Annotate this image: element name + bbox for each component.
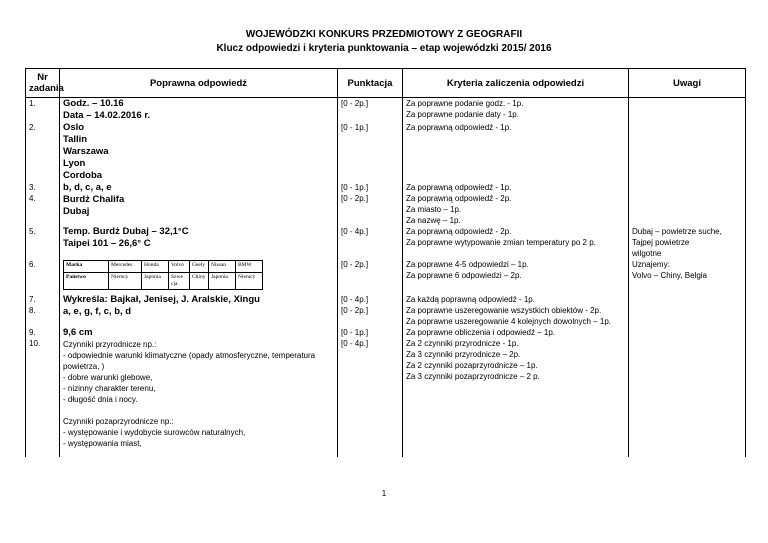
criteria-line: Za poprawne uszeregowanie 4 kolejnych dowolnych – 1p. [406,317,612,326]
notes-cell [629,259,746,294]
mini-cell: BMW [236,261,263,273]
criteria-cell [403,226,629,259]
task-number-line: 9. [29,328,36,337]
mini-cell: Niemcy [109,273,142,290]
note-line: wilgotne [632,249,662,258]
points-line: [0 - 1p.] [341,328,369,337]
mini-cell: Chiny [190,273,209,290]
task-number-line: 7. [29,295,36,304]
answer-line: Warszawa [63,146,109,157]
table-header-row [26,69,746,98]
note-line: Tajpej powietrze [632,238,690,247]
points-cell [338,294,403,327]
answer-line: - występowanie i wydobycie surowców naturalnych, [63,428,246,437]
answer-line: Taipei 101 – 26,6° C [63,238,151,249]
mini-table-row [64,273,263,290]
task-number: 5. [26,226,60,259]
criteria-cell [403,327,629,457]
task-number [26,182,60,226]
criteria-line: Za poprawną odpowiedź - 2p. [406,194,512,203]
mini-table-row [64,261,263,273]
col-header-answer: Poprawna odpowiedź [60,69,338,98]
mini-cell: Japonia [142,273,169,290]
answer-line: Oslo [63,122,85,133]
answer-line: Czynniki przyrodnicze np.: [63,340,157,349]
points-line: [0 - 1p.] [341,183,369,192]
points-cell [338,327,403,457]
answer-line: - nizinny charakter terenu, [63,384,156,393]
mini-cell: Volvo [169,261,190,273]
criteria-line: Za 3 czynniki pozaprzyrodnicze – 2 p. [406,372,540,381]
car-brand-table [63,260,263,290]
mini-cell: Geely [190,261,209,273]
criteria-line: Za poprawne obliczenia i odpowiedź – 1p. [406,328,555,337]
mini-cell: Niemcy [236,273,263,290]
points-cell [338,182,403,226]
answer-line: Burdż Chalifa [63,194,125,205]
answer-cell [60,259,338,294]
task-number [26,327,60,457]
answer-line: Czynniki pozaprzyrodnicze np.: [63,417,174,426]
points-cell: [0 - 1p.] [338,122,403,182]
task-number-line: 8. [29,306,36,315]
document-title: WOJEWÓDZKI KONKURS PRZEDMIOTOWY Z GEOGRAFII [245,29,523,40]
answer-line: - odpowiednie warunki klimatyczne (opady atmosferyczne, temperatura powietrza, ) [63,351,316,371]
mini-cell: Szwe cja [169,273,190,290]
criteria-line: Za poprawne podanie godz. - 1p. [406,99,524,108]
points-line: [0 - 4p.] [341,295,369,304]
points-cell: [0 - 2p.] [338,98,403,123]
table-row [26,294,746,327]
criteria-line: Za 2 czynniki pozaprzyrodnicze – 1p. [406,361,538,370]
answer-cell [60,98,338,123]
answer-line: a, e, g, f, c, b, d [63,306,132,317]
task-number: 1. [26,98,60,123]
document-subtitle: Klucz odpowiedzi i kryteria punktowania – etap wojewódzki 2015/ 2016 [216,43,552,54]
table-row [26,327,746,457]
criteria-line: Za każdą poprawną odpowiedź - 1p. [406,295,535,304]
criteria-line: Za 3 czynniki przyrodnicze – 2p. [406,350,521,359]
points-line: [0 - 4p.] [341,339,369,348]
note-line: Dubaj – powietrze suche, [632,227,722,236]
mini-cell: Marka [64,261,109,273]
notes-cell [629,226,746,259]
notes-cell [629,294,746,327]
notes-cell [629,327,746,457]
criteria-cell [403,294,629,327]
criteria-line: Za poprawne 6 odpowiedzi – 2p. [406,271,522,280]
page-number: 1 [381,489,387,498]
task-number-line: 10. [29,339,41,348]
answer-line: b, d, c, a, e [63,182,112,193]
table-row [26,122,746,182]
task-number [26,294,60,327]
criteria-line: Za poprawne uszeregowanie wszystkich obiektów - 2p. [406,306,602,315]
answer-line: Temp. Burdż Dubaj – 32,1°C [63,226,189,237]
answer-line: Lyon [63,158,86,169]
answer-line: Wykreśla: Bajkał, Jenisej, J. Aralskie, Xingu [63,294,260,305]
criteria-line: Za nazwę – 1p. [406,216,461,225]
task-number-line: 4. [29,194,36,203]
table-row [26,226,746,259]
answer-line: - występowania miast, [63,439,142,448]
answer-line: Cordoba [63,170,103,181]
answer-cell [60,226,338,259]
answer-line: - dobre warunki glebowe, [63,373,153,382]
answer-line: 9,6 cm [63,327,93,338]
mini-cell: Japonia [209,273,236,290]
table-row [26,182,746,226]
table-row [26,259,746,294]
criteria-cell [403,98,629,123]
criteria-line: Za poprawne wytypowanie zmian temperatury po 2 p. [406,238,596,247]
answer-cell [60,327,338,457]
points-cell: [0 - 2p.] [338,259,403,294]
answer-line: Dubaj [63,206,90,217]
points-line: [0 - 2p.] [341,194,369,203]
criteria-line: Za 2 czynniki przyrodnicze - 1p. [406,339,519,348]
criteria-cell [403,182,629,226]
answer-cell [60,182,338,226]
notes-cell [629,182,746,226]
task-number: 2. [26,122,60,182]
criteria-line: Za poprawną odpowiedź - 2p. [406,227,512,236]
answer-cell [60,294,338,327]
mini-cell: Honda [142,261,169,273]
notes-cell [629,98,746,123]
answer-cell [60,122,338,182]
points-cell: [0 - 4p.] [338,226,403,259]
criteria-line: Za poprawną odpowiedź - 1p. [406,123,512,132]
criteria-cell [403,122,629,182]
criteria-line: Za poprawną odpowiedź - 1p. [406,183,512,192]
answer-line: - długość dnia i nocy. [63,395,138,404]
criteria-line: Za poprawne 4-5 odpowiedzi – 1p. [406,260,529,269]
criteria-line: Za poprawne podanie daty - 1p. [406,110,519,119]
mini-cell: Mercedes [109,261,142,273]
answer-line: Tallin [63,134,88,145]
table-row [26,98,746,123]
criteria-line: Za miasto – 1p. [406,205,462,214]
task-number-line: 3. [29,183,36,192]
mini-cell: Nissan [209,261,236,273]
points-line: [0 - 2p.] [341,306,369,315]
answer-line: Data – 14.02.2016 r. [63,110,151,121]
note-line: Volvo – Chiny, Belgia [632,271,708,280]
note-line: Uznajemy: [632,260,670,269]
col-header-notes: Uwagi [629,69,746,98]
col-header-nr: Nr zadania [26,69,60,98]
task-number: 6. [26,259,60,294]
col-header-criteria: Kryteria zaliczenia odpowiedzi [403,69,629,98]
answer-line: Godz. – 10.16 [63,98,124,109]
answer-key-table [25,68,746,457]
col-header-points: Punktacja [338,69,403,98]
notes-cell [629,122,746,182]
criteria-cell [403,259,629,294]
mini-cell: Państwo [64,273,109,290]
